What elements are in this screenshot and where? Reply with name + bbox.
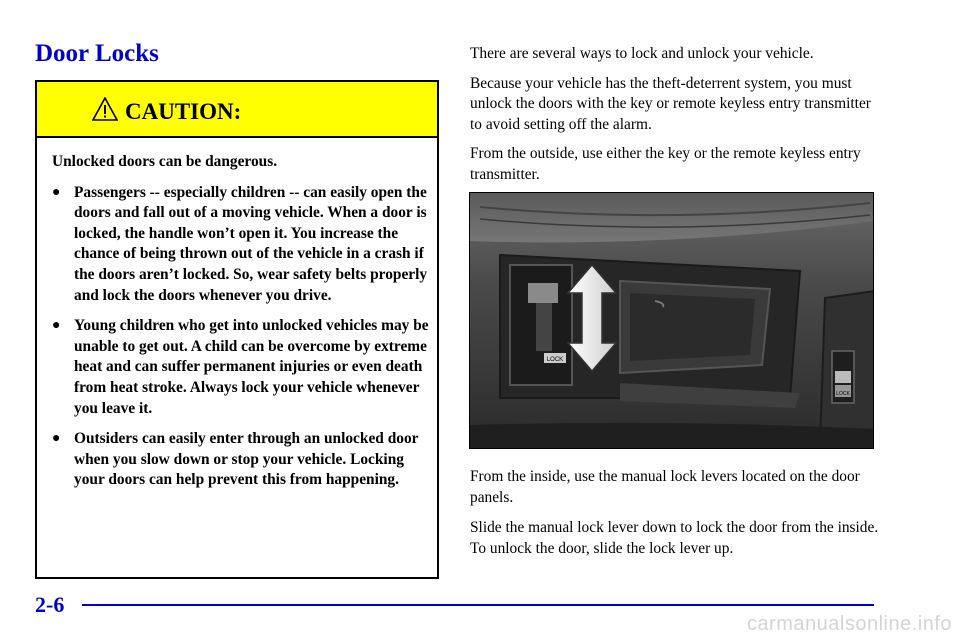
caution-label: CAUTION: [125, 99, 242, 124]
page-number: 2-6 [35, 592, 65, 617]
caution-intro: Unlocked doors can be dangerous. [52, 153, 278, 170]
watermark: carmanualsonline.info [746, 613, 952, 635]
door-panel-illustration [470, 193, 874, 449]
paragraph: Because your vehicle has the theft-deterrent system, you must unlock the doors with the key or remote keyless entry transmitter to avoid setting off the alarm. [470, 74, 871, 133]
bullet-icon: ● [52, 318, 61, 334]
caution-bullet [52, 316, 432, 419]
switch-lock-label: LOCK [836, 391, 850, 397]
door-lock-photo [469, 192, 874, 449]
lever-lock-label: LOCK [546, 357, 564, 363]
caution-box [35, 80, 439, 579]
paragraph: From the outside, use either the key or the remote keyless entry transmitter. [470, 145, 861, 183]
paragraph: Slide the manual lock lever down to lock the door from the inside. To unlock the door, slide the lock lever up. [470, 519, 879, 557]
caution-header [37, 82, 437, 138]
page-title: Door Locks [35, 40, 159, 67]
footer-rule [82, 604, 874, 606]
caution-bullet [52, 429, 432, 491]
caution-body [52, 152, 432, 501]
caution-bullet [52, 183, 432, 307]
caution-bullet-text: Outsiders can easily enter through an unlocked door when you slow down or stop your vehicle. Locking your doors can help prevent this from happening. [74, 430, 419, 489]
bullet-icon: ● [52, 431, 61, 447]
warning-triangle-icon [92, 97, 118, 121]
right-column-text [470, 44, 880, 194]
paragraph: From the inside, use the manual lock levers located on the door panels. [470, 468, 860, 506]
caution-bullet-text: Young children who get into unlocked vehicles may be unable to get out. A child can be overcome by extreme heat and can suffer permanent injuries or even death from heat stroke. Always lock your vehicle whenever you leave it. [74, 317, 429, 417]
bullet-icon: ● [52, 184, 61, 200]
after-photo-text [470, 467, 880, 569]
caution-bullet-text: Passengers -- especially children -- can easily open the doors and fall out of a moving vehicle. When a door is locked, the handle won’t open it. You increase the chance of being thrown out of the vehicle in a crash if the doors aren’t locked. So, wear safety belts properly and lock the doors whenever you drive. [74, 183, 428, 304]
paragraph: There are several ways to lock and unlock your vehicle. [470, 45, 814, 62]
